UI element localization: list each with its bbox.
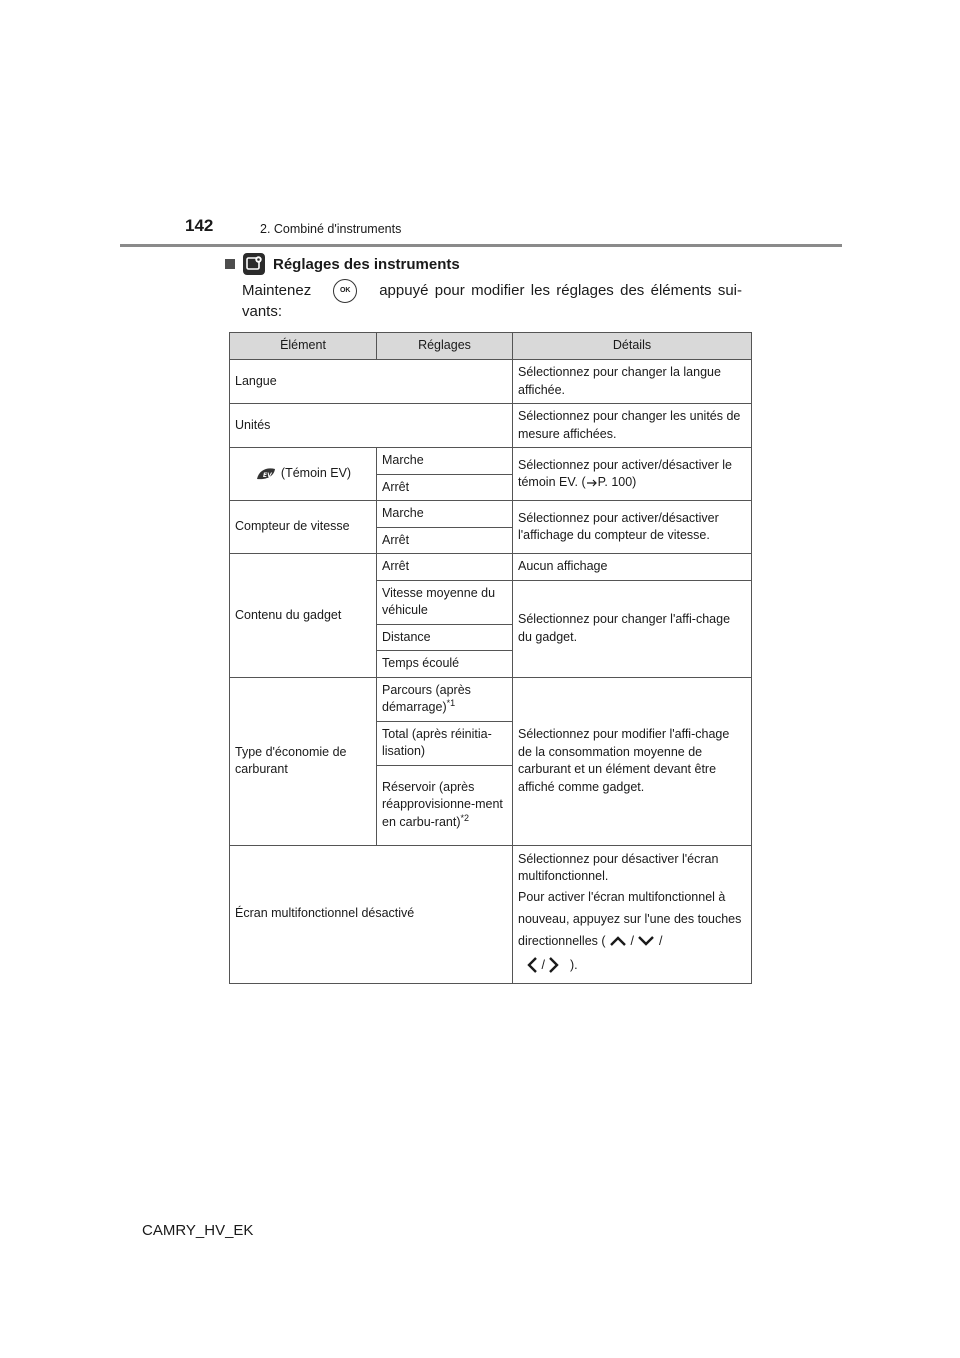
setting-gadget-distance: Distance xyxy=(377,624,513,651)
svg-text:EV: EV xyxy=(262,471,272,479)
ok-button-icon: OK xyxy=(333,279,357,303)
setting-gadget-off: Arrêt xyxy=(377,554,513,581)
details-unites: Sélectionnez pour changer les unités de mesure affichées. xyxy=(513,404,752,448)
header-element: Élément xyxy=(230,333,377,360)
chevron-down-icon xyxy=(637,935,655,947)
intro-text-after: appuyé pour modifier les réglages des éléments sui- xyxy=(379,282,742,299)
section-heading xyxy=(225,252,460,276)
chevron-right-icon xyxy=(548,956,560,974)
header-settings: Réglages xyxy=(377,333,513,360)
header-divider xyxy=(120,244,842,247)
setting-ev-off: Arrêt xyxy=(377,474,513,501)
item-unites: Unités xyxy=(230,404,513,448)
details-economy: Sélectionnez pour modifier l'affi-chage de la consommation moyenne de carburant et un élément devant être affiché comme gadget. xyxy=(513,677,752,845)
table-row xyxy=(230,845,752,983)
footnote-1: *1 xyxy=(446,697,456,708)
document-code: CAMRY_HV_EK xyxy=(142,1222,254,1239)
table-row xyxy=(230,360,752,404)
settings-gear-icon xyxy=(243,253,265,275)
section-title: Réglages des instruments xyxy=(273,255,460,273)
item-screen: Écran multifonctionnel désactivé xyxy=(230,845,513,983)
arrow-right-icon xyxy=(586,478,598,488)
details-langue: Sélectionnez pour changer la langue affichée. xyxy=(513,360,752,404)
details-gadget-off: Aucun affichage xyxy=(513,554,752,581)
item-speed: Compteur de vitesse xyxy=(230,501,377,554)
chevron-left-icon xyxy=(526,956,538,974)
chevron-up-icon xyxy=(609,935,627,947)
ev-indicator-icon xyxy=(255,467,277,481)
intro-text-before: Maintenez xyxy=(242,282,312,299)
details-speed: Sélectionnez pour activer/désactiver l'affichage du compteur de vitesse. xyxy=(513,501,752,554)
setting-speed-off: Arrêt xyxy=(377,527,513,554)
square-bullet-icon xyxy=(225,259,235,269)
setting-ev-on: Marche xyxy=(377,448,513,475)
item-economy: Type d'économie de carburant xyxy=(230,677,377,845)
footnote-2: *2 xyxy=(460,812,470,823)
table-row xyxy=(230,554,752,581)
item-ev: EV (Témoin EV) xyxy=(230,448,377,501)
setting-gadget-time: Temps écoulé xyxy=(377,651,513,678)
table-row xyxy=(230,501,752,528)
setting-gadget-speed: Vitesse moyenne du véhicule xyxy=(377,580,513,624)
item-langue: Langue xyxy=(230,360,513,404)
intro-paragraph xyxy=(242,280,742,322)
details-screen-part2: Pour activer l'écran multifonctionnel à nouveau, appuyez sur l'une des touches directionnelles ( / / xyxy=(518,889,742,948)
table-header-row xyxy=(230,333,752,360)
details-screen-part3: / ). xyxy=(518,952,746,978)
intro-text-line2: vants: xyxy=(242,303,283,320)
details-screen: Sélectionnez pour désactiver l'écran multifonctionnel. Pour activer l'écran multifonctionnel à nouveau, appuyez sur l'une des touches directionnelles ( / / / ). xyxy=(513,845,752,983)
header-details: Détails xyxy=(513,333,752,360)
setting-economy-trip: Parcours (après démarrage)$^{*1}$ xyxy=(377,677,513,721)
table-row xyxy=(230,404,752,448)
setting-speed-on: Marche xyxy=(377,501,513,528)
table-row xyxy=(230,448,752,475)
setting-economy-total: Total (après réinitia-lisation) xyxy=(377,721,513,765)
chapter-title: 2. Combiné d'instruments xyxy=(260,222,402,236)
setting-economy-tank: Réservoir (après réapprovisionne-ment en carbu-rant)$^{*2}$ xyxy=(377,765,513,845)
page-number: 142 xyxy=(185,216,214,235)
details-ev: Sélectionnez pour activer/désactiver le témoin EV. ( P. 100) xyxy=(513,448,752,501)
item-gadget: Contenu du gadget xyxy=(230,554,377,678)
settings-table xyxy=(229,332,752,984)
table-row xyxy=(230,677,752,721)
details-gadget: Sélectionnez pour changer l'affi-chage du gadget. xyxy=(513,580,752,677)
